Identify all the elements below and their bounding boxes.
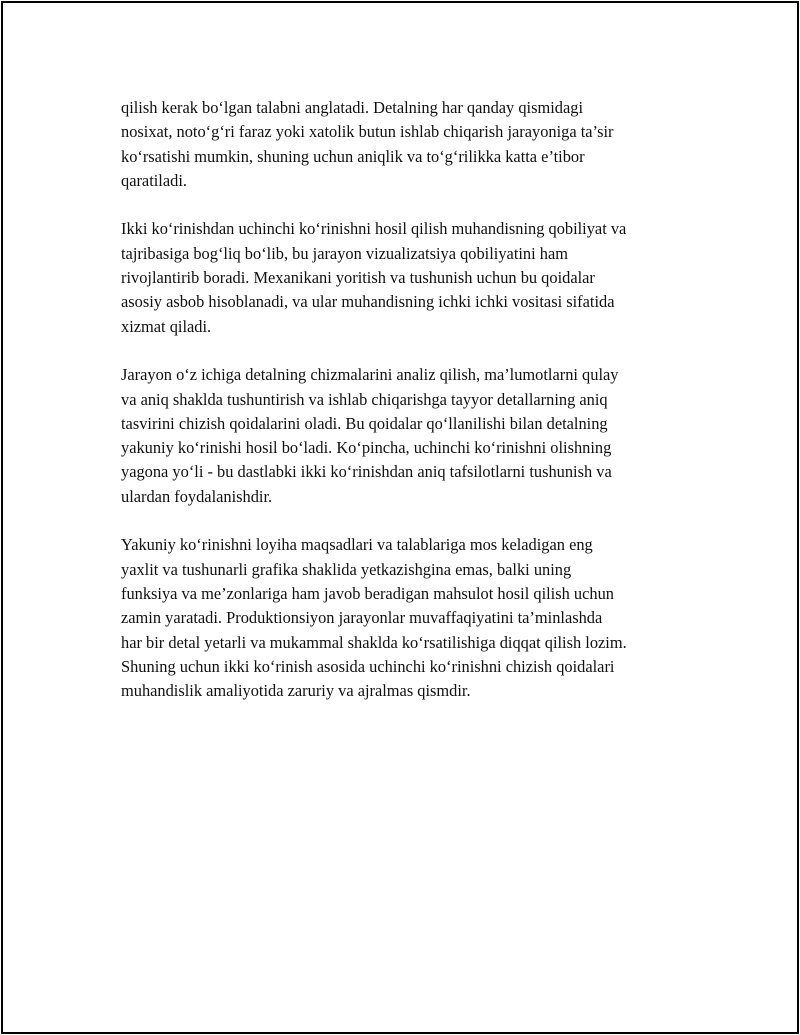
paragraph-1: qilish kerak bo‘lgan talabni anglatadi. Detalning har qanday qismidagi nosixat, noto‘g‘ri faraz yoki xatolik butun ishlab chiqarish jarayoniga ta’sir ko‘rsatishi mumkin, shuning uchun aniqlik va to‘g‘rilikka katta e’tibor qaratiladi. [121,98,614,190]
paragraph-4: Yakuniy ko‘rinishni loyiha maqsadlari va talablariga mos keladigan eng yaxlit va tushunarli grafika shaklida yetkazishgina emas, balki uning funksiya va me’zonlariga ham javob beradigan mahsulot hosil qilish uchun zamin yaratadi. Produktionsiyon jarayonlar muvaffaqiyatini ta’minlashda har bir detal yetarli va mukammal shaklda ko‘rsatilishiga diqqat qilish lozim. Shuning uchun ikki ko‘rinish asosida uchinchi ko‘rinishni chizish qoidalari muhandislik amaliyotida zaruriy va ajralmas qismdir. [121,535,627,701]
document-body [121,96,691,728]
paragraph-2: Ikki ko‘rinishdan uchinchi ko‘rinishni hosil qilish muhandisning qobiliyat va tajribasiga bog‘liq bo‘lib, bu jarayon vizualizatsiya qobiliyatini ham rivojlantirib boradi. Mexanikani yoritish va tushunish uchun bu qoidalar asosiy asbob hisoblanadi, va ular muhandisning ichki ichki vositasi sifatida xizmat qiladi. [121,219,627,336]
paragraph-3: Jarayon o‘z ichiga detalning chizmalarini analiz qilish, ma’lumotlarni qulay va aniq shaklda tushuntirish va ishlab chiqarishga tayyor detallarning aniq tasvirini chizish qoidalarini oladi. Bu qoidalar qo‘llanilishi bilan detalning yakuniy ko‘rinishi hosil bo‘ladi. Ko‘pincha, uchinchi ko‘rinishni olishning yagona yo‘li - bu dastlabki ikki ko‘rinishdan aniq tafsilotlarni tushunish va ulardan foydalanishdir. [121,365,619,506]
document-page [1,1,799,1034]
